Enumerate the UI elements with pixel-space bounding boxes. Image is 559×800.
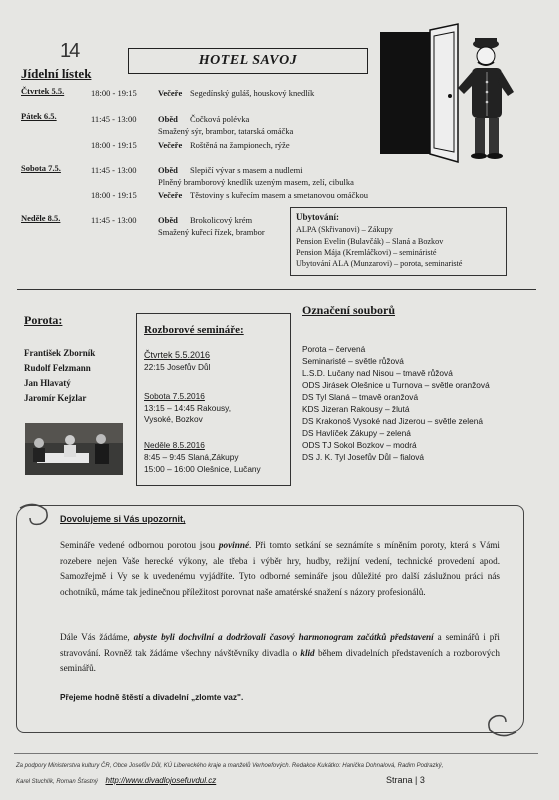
menu-time: 11:45 - 13:00	[91, 114, 137, 124]
website-link[interactable]: http://www.divadlojosefuvdul.cz	[105, 776, 217, 785]
ensemble-line: DS Krakonoš Vysoké nad Jizerou – světle zelená	[302, 416, 483, 426]
ensemble-line: DS Tyl Slaná – tmavě oranžová	[302, 392, 419, 402]
notice-p2-start: Dále Vás žádáme,	[60, 632, 134, 642]
menu-dish: Smažený kuřecí řízek, brambor	[158, 227, 265, 237]
menu-dish: Těstoviny s kuřecím masem a smetanovou omáčkou	[190, 190, 368, 200]
seminar-item: 22:15 Josefův Důl	[144, 362, 211, 372]
jury-title: Porota:	[24, 313, 63, 327]
handwritten-mark: 14	[60, 40, 79, 62]
menu-dish: Roštěná na žampionech, rýže	[190, 140, 290, 150]
notice-p1-emphasis: povinné	[218, 540, 250, 550]
scroll-curl-top	[14, 500, 54, 540]
jury-member: Jaromír Kejzlar	[24, 393, 87, 403]
menu-day: Neděle 8.5.	[21, 213, 61, 223]
menu-meal: Večeře	[158, 140, 183, 150]
menu-time: 11:45 - 13:00	[91, 165, 137, 175]
section-divider	[17, 289, 536, 290]
seminar-day: Sobota 7.5.2016	[144, 391, 205, 401]
menu-meal: Oběd	[158, 114, 178, 124]
menu-day: Čtvrtek 5.5.	[21, 86, 65, 96]
menu-time: 18:00 - 19:15	[91, 88, 137, 98]
footer-editors: Karel Stuchlík, Roman Šťastný	[16, 779, 98, 785]
notice-p1-rest: . Při tomto setkání se seznámíte s míněním poroty, která s Vámi rozebere nejen Vaše herecké výkony, ale třeba i výběr hry, hudby, režijní vedení, technické provedení apod. Samozřejmě i Vy se k uvedenému vyjádříte. Tyto odborné semináře jsou důležité pro další záslužnou práci nás ochotníků, máme tak jedinečnou příležitost porovnat naše amatérské snažení s názory profesionálů.	[60, 540, 500, 597]
accommodation-box	[290, 207, 507, 276]
notice-p2-emphasis: abyste byli dochvilní a dodržovali časový harmonogram začátků představení	[133, 632, 434, 642]
seminar-day: Neděle 8.5.2016	[144, 440, 205, 450]
ensemble-line: DS J. K. Tyl Josefův Důl – fialová	[302, 452, 425, 462]
ensemble-line: ODS TJ Sokol Bozkov – modrá	[302, 440, 417, 450]
notice-paragraph-2	[60, 630, 500, 677]
menu-meal: Večeře	[158, 190, 183, 200]
ensemble-line: DS Havlíček Zákupy – zelená	[302, 428, 411, 438]
notice-paragraph-1	[60, 538, 500, 600]
jury-member: Rudolf Felzmann	[24, 363, 91, 373]
seminar-item: 8:45 – 9:45 Slaná,Zákupy	[144, 452, 239, 462]
menu-dish: Slepičí vývar s masem a nudlemi	[190, 165, 303, 175]
menu-title: Jídelní lístek	[21, 66, 92, 81]
seminar-item: 13:15 – 14:45 Rakousy,	[144, 403, 232, 413]
ensemble-line: Porota – červená	[302, 344, 366, 354]
accommodation-line: Ubytování ALA (Munzarovi) – porota, seminaristé	[296, 259, 463, 268]
jury-member: František Zborník	[24, 348, 96, 358]
accommodation-line: Pension Evelin (Bulavčák) – Slaná a Bozkov	[296, 237, 444, 246]
scroll-curl-bottom	[486, 700, 526, 740]
seminar-day: Čtvrtek 5.5.2016	[144, 350, 211, 360]
ensemble-line: L.S.D. Lučany nad Nisou – tmavě růžová	[302, 368, 453, 378]
menu-dish: Segedínský guláš, houskový knedlík	[190, 88, 315, 98]
seminars-title: Rozborové semináře:	[144, 324, 244, 336]
menu-time: 18:00 - 19:15	[91, 140, 137, 150]
ensemble-line: ODS Jirásek Olešnice u Turnova – světle oranžová	[302, 380, 490, 390]
menu-day: Pátek 6.5.	[21, 111, 57, 121]
menu-dish: Brokolicový krém	[190, 215, 253, 225]
footer-support: Za podpory Ministerstva kultury ČR, Obce Josefův Důl, KÚ Libereckého kraje a manželů Verhoefových. Redakce Kukátko: Hanička Dohnalová, Radim Podrazký,	[16, 763, 444, 769]
footer-support-line-2	[16, 776, 216, 785]
notice-p2-emphasis-2: klid	[300, 647, 315, 658]
accommodation-line: ALPA (Skřivanovi) – Zákupy	[296, 225, 393, 234]
seminar-item: Vysoké, Bozkov	[144, 414, 203, 424]
menu-time: 18:00 - 19:15	[91, 190, 137, 200]
notice-p1-start: Semináře vedené odbornou porotou jsou	[60, 540, 219, 550]
ensemble-line: Seminaristé – světle růžová	[302, 356, 404, 366]
seminars-box	[136, 313, 291, 486]
notice-p2-mid: a seminářů i při stravování. Rovněž tak žádáme všechny návštěvníky divadla o	[60, 632, 500, 658]
footer-divider	[14, 753, 538, 754]
menu-meal: Oběd	[158, 215, 178, 225]
menu-meal: Večeře	[158, 88, 183, 98]
jury-member: Jan Hlavatý	[24, 378, 71, 388]
menu-dish: Plněný bramborový knedlík uzeným masem, zelí, cibulka	[158, 177, 354, 187]
notice-title: Dovolujeme si Vás upozornit,	[60, 514, 186, 524]
jury-photo	[25, 423, 123, 475]
menu-dish: Smažený sýr, brambor, tatarská omáčka	[158, 126, 294, 136]
doorman-illustration	[378, 22, 520, 168]
menu-dish: Čočková polévka	[190, 114, 250, 124]
accommodation-line: Pension Mája (Kremláčkovi) – semináristé	[296, 248, 437, 257]
notice-p2-end: během divadelních představeních a rozborových seminářů.	[60, 647, 500, 673]
menu-time: 11:45 - 13:00	[91, 215, 137, 225]
page-number: Strana | 3	[386, 775, 425, 785]
menu-day: Sobota 7.5.	[21, 163, 61, 173]
ensemble-line: KDS Jizeran Rakousy – žlutá	[302, 404, 410, 414]
notice-closing: Přejeme hodně štěstí a divadelní „zlomte vaz".	[60, 692, 244, 702]
menu-meal: Oběd	[158, 165, 178, 175]
ensembles-title: Označení souborů	[302, 303, 396, 317]
seminar-item: 15:00 – 16:00 Olešnice, Lučany	[144, 464, 261, 474]
accommodation-title: Ubytování:	[296, 212, 340, 222]
hotel-title: HOTEL SAVOJ	[128, 48, 368, 74]
